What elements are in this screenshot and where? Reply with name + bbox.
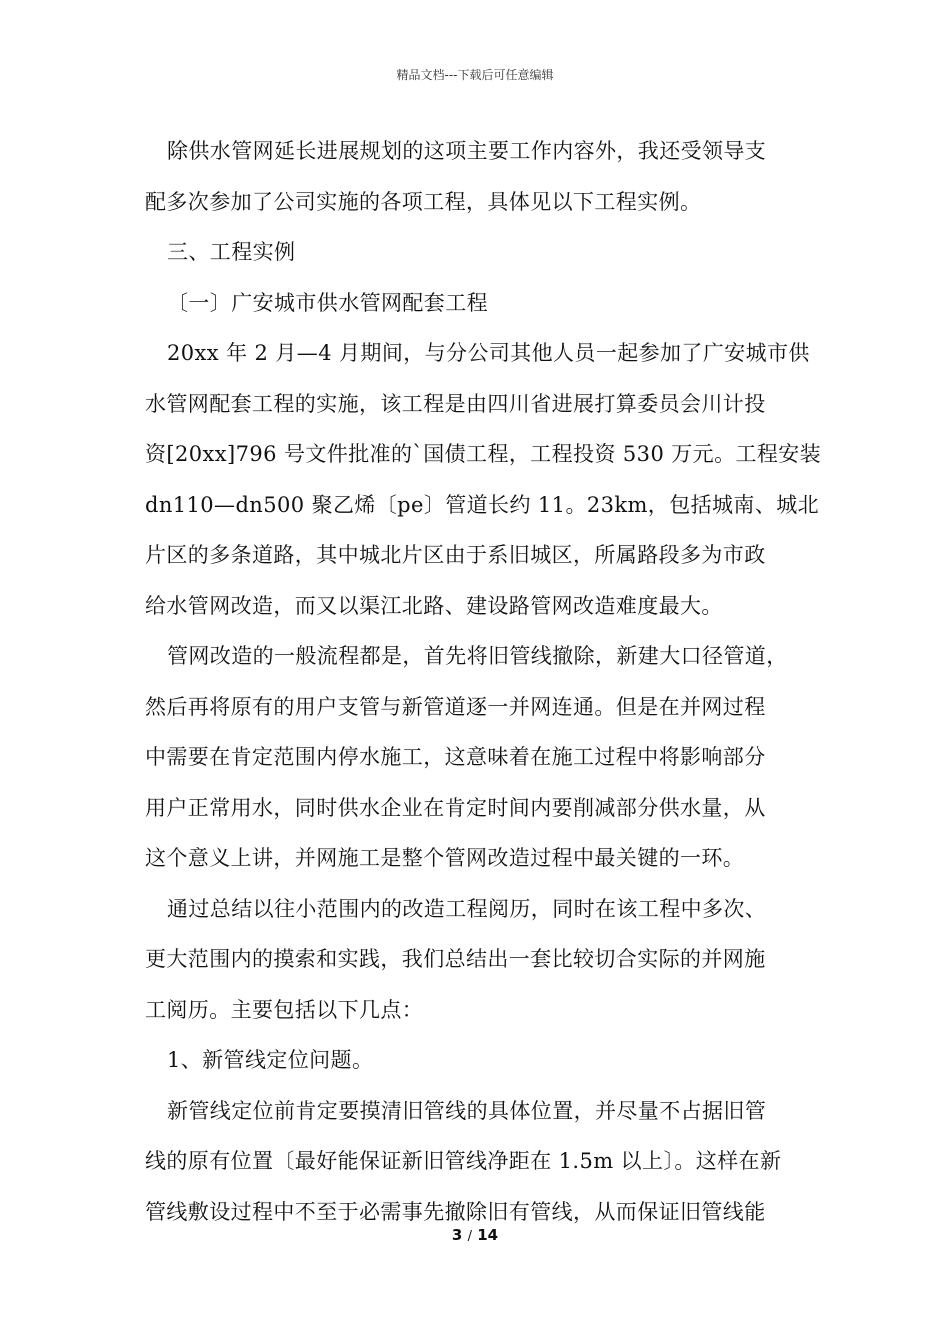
page-header: 精品文档---下载后可任意编辑 [396,68,554,82]
paragraph-line: 通过总结以往小范围内的改造工程阅历，同时在该工程中多次、 [167,896,767,921]
paragraph-line: 线的原有位置〔最好能保证新旧管线净距在 1.5m 以上〕。这样在新 [145,1149,782,1173]
paragraph-line: 水管网配套工程的实施，该工程是由四川省进展打算委员会川计投 [145,391,766,416]
paragraph-line: 管线敷设过程中不至于必需事先撤除旧有管线，从而保证旧管线能 [145,1199,766,1224]
section-heading: 三、工程实例 [167,240,296,264]
paragraph-line: 片区的多条道路，其中城北片区由于系旧城区，所属路段多为市政 [145,543,766,567]
paragraph-line: dn110—dn500 聚乙烯〔pe〕管道长约 11。23km，包括城南、城北 [145,492,820,517]
paragraph-line: 工阅历。主要包括以下几点： [145,997,424,1022]
page-separator: / [467,1229,472,1244]
paragraph-line: 20xx 年 2 月—4 月期间，与分公司其他人员一起参加了广安城市供 [167,341,810,365]
paragraph-line: 这个意义上讲，并网施工是整个管网改造过程中最关键的一环。 [145,846,745,870]
paragraph-line: 除供水管网延长进展规划的这项主要工作内容外，我还受领导支 [167,139,767,163]
paragraph-line: 配多次参加了公司实施的各项工程，具体见以下工程实例。 [145,189,702,214]
paragraph-line: 更大范围内的摸索和实践，我们总结出一套比较切合实际的并网施 [145,947,766,971]
paragraph-line: 给水管网改造，而又以渠江北路、建设路管网改造难度最大。 [145,593,723,618]
current-page: 3 [451,1226,463,1244]
paragraph-line: 新管线定位前肯定要摸清旧管线的具体位置，并尽量不占据旧管 [167,1098,767,1123]
paragraph-line: 资[20xx]796 号文件批准的`国债工程，工程投资 530 万元。工程安装 [145,442,822,466]
paragraph-line: 中需要在肯定范围内停水施工，这意味着在施工过程中将影响部分 [145,745,766,769]
paragraph-line: 然后再将原有的用户支管与新管道逐一并网连通。但是在并网过程 [145,694,766,719]
subsection-heading: 〔一〕广安城市供水管网配套工程 [167,290,488,315]
document-body [145,126,822,1237]
paragraph-line: 用户正常用水，同时供水企业在肯定时间内要削减部分供水量，从 [145,795,766,820]
total-pages: 14 [477,1226,499,1244]
list-item-heading: 1、新管线定位问题。 [167,1048,374,1072]
page-number [0,1226,950,1244]
paragraph-line: 管网改造的一般流程都是，首先将旧管线撤除，新建大口径管道， [167,644,788,668]
